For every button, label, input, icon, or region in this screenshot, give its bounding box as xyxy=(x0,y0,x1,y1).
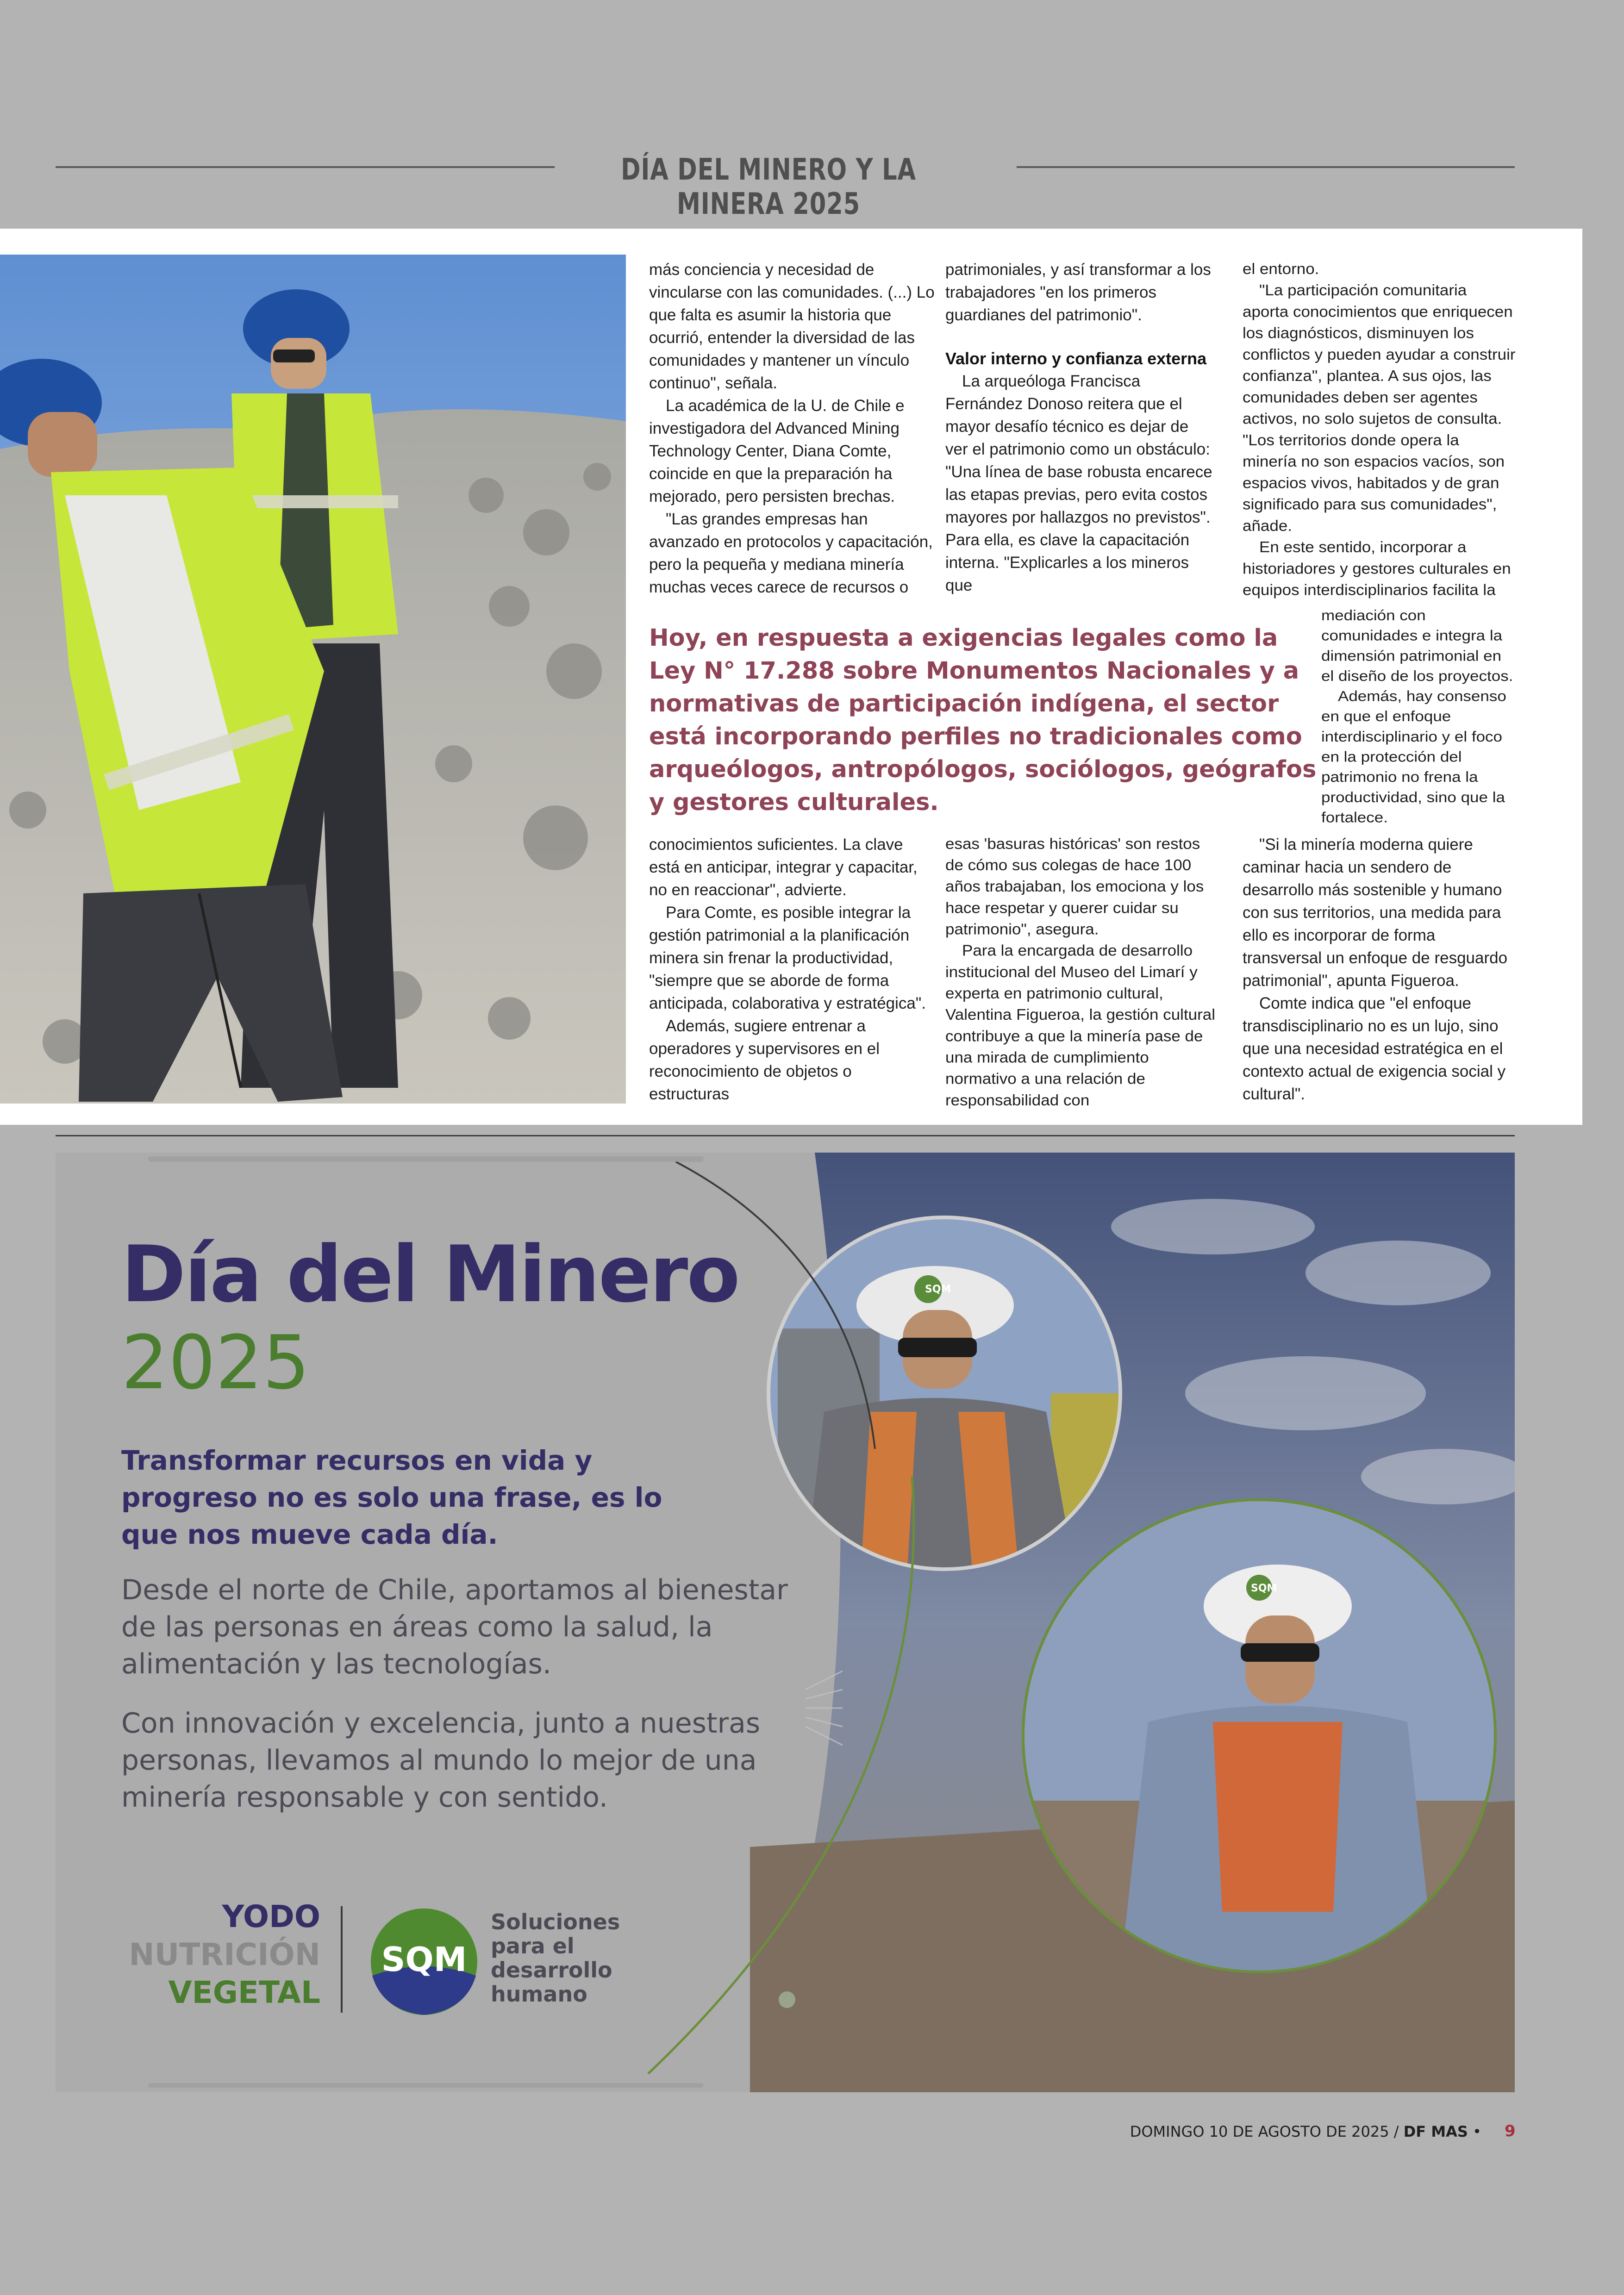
pull-quote: Hoy, en respuesta a exigencias legales como la Ley N° 17.288 sobre Monumentos Nacionales y a normativas de participación indígena, el sector está incorporando perfiles no tradicionales como arqueólogos, antropólogos, sociólogos, geógrafos y gestores culturales. xyxy=(649,624,1317,816)
article-paragraph: Comte indica que "el enfoque transdisciplinario no es un lujo, sino que una necesidad estratégica en el contexto actual de exigencia social y cultural". xyxy=(1243,994,1506,1103)
brand-lines xyxy=(121,1898,320,2012)
sqm-logo-icon xyxy=(369,1906,480,2017)
brand-line-nutricion: NUTRICIÓN xyxy=(129,1937,320,1972)
footer-date: DOMINGO 10 DE AGOSTO DE 2025 / xyxy=(1130,2123,1399,2140)
ad-year: 2025 xyxy=(121,1319,310,1406)
article-column-1-top xyxy=(649,258,935,599)
ad-lead-text: Transformar recursos en vida y progreso no es solo una frase, es lo que nos mueve cada día. xyxy=(121,1445,662,1550)
brand-line-vegetal: VEGETAL xyxy=(168,1975,320,2010)
article-column-3-middle xyxy=(1321,605,1516,828)
article-paragraph: Para la encargada de desarrollo institucional del Museo del Limarí y experta en patrimonio cultural, Valentina Figueroa, la gestión cultural contribuye a que la minería pase de una mirada de cumplimiento normativo a una relación de responsabilidad con xyxy=(945,942,1216,1109)
sqm-logo-text: SQM xyxy=(381,1940,467,1979)
article-paragraph: patrimoniales, y así transformar a los trabajadores "en los primeros guardianes del patrimonio". xyxy=(945,261,1211,324)
tagline-line: humano xyxy=(491,1982,587,2007)
footer-publication: DF MAS xyxy=(1403,2123,1468,2140)
header-rule-right xyxy=(1017,166,1515,168)
article-column-3-bottom xyxy=(1243,833,1516,1105)
ad-title: Día del Minero xyxy=(121,1229,739,1320)
article-column-2-bottom xyxy=(945,833,1218,1111)
article-paragraph: Además, sugiere entrenar a operadores y supervisores en el reconocimiento de objetos o estructuras xyxy=(649,1017,880,1103)
page-number: 9 xyxy=(1505,2122,1516,2140)
ad-paragraph-2: Con innovación y excelencia, junto a nuestras personas, llevamos al mundo lo mejor de una minería responsable y con sentido. xyxy=(121,1707,761,1814)
article-column-3-top xyxy=(1243,258,1516,601)
article-paragraph: La académica de la U. de Chile e investigadora del Advanced Mining Technology Center, Diana Comte, coincide en que la preparación ha mejorado, pero persisten brechas. xyxy=(649,397,905,505)
article-paragraph: más conciencia y necesidad de vincularse con las comunidades. (...) Lo que falta es asumir la historia que ocurrió, entender la diversidad de las comunidades y mantener un vínculo continuo", señala. xyxy=(649,261,935,392)
header-rule-left xyxy=(56,166,555,168)
tagline-line: desarrollo xyxy=(491,1958,612,1983)
footer-dot: • xyxy=(1473,2123,1481,2140)
article-paragraph: mediación con comunidades e integra la dimensión patrimonial en el diseño de los proyectos. xyxy=(1321,607,1513,685)
article-subhead: Valor interno y confianza externa xyxy=(945,349,1207,368)
article-paragraph: conocimientos suficientes. La clave está en anticipar, integrar y capacitar, no en reaccionar", advierte. xyxy=(649,836,918,899)
ad-paragraph-1: Desde el norte de Chile, aportamos al bienestar de las personas en áreas como la salud, la alimentación y las tecnologías. xyxy=(121,1574,788,1680)
article-paragraph: "Las grandes empresas han avanzado en protocolos y capacitación, pero la pequeña y mediana minería muchas veces carece de recursos o xyxy=(649,510,933,596)
section-header-title: DÍA DEL MINERO Y LA MINERA 2025 xyxy=(621,153,916,221)
article-column-1-bottom xyxy=(649,833,935,1105)
brand-line-yodo: YODO xyxy=(222,1899,320,1934)
footer-dateline xyxy=(1102,2123,1481,2140)
article-paragraph: "Si la minería moderna quiere caminar hacia un sendero de desarrollo más sostenible y humano con sus territorios, una medida para ello es incorporar de forma transversal un enfoque de resguardo patrimonial", apunta Figueroa. xyxy=(1243,836,1508,990)
brand-divider xyxy=(341,1906,343,2013)
helmet-logo-text: SQM xyxy=(925,1284,951,1295)
article-paragraph: esas 'basuras históricas' son restos de cómo sus colegas de hace 100 años trabajaban, los emociona y los hace respetar y querer cuidar su patrimonio", asegura. xyxy=(945,835,1204,938)
section-separator xyxy=(56,1135,1515,1136)
sqm-tagline xyxy=(491,1910,620,2006)
tagline-line: Soluciones xyxy=(491,1909,620,1934)
article-paragraph: Además, hay consenso en que el enfoque interdisciplinario y el foco en la protección del patrimonio no frena la productividad, sino que la fortalece. xyxy=(1321,688,1506,826)
article-paragraph: Para Comte, es posible integrar la gestión patrimonial a la planificación minera sin frenar la productividad, "siempre que se aborde de forma anticipada, colaborativa y estratégica". xyxy=(649,904,926,1012)
article-paragraph: el entorno. xyxy=(1243,260,1319,278)
tagline-line: para el xyxy=(491,1933,575,1958)
article-photo xyxy=(0,255,626,1104)
article-column-2-top xyxy=(945,258,1214,597)
article-paragraph: En este sentido, incorporar a historiadores y gestores culturales en equipos interdisciplinarios facilita la xyxy=(1243,538,1511,599)
helmet-logo-text: SQM xyxy=(1251,1583,1277,1594)
article-paragraph: La arqueóloga Francisca Fernández Donoso reitera que el mayor desafío técnico es dejar de ver el patrimonio como un obstáculo: "Una línea de base robusta encarece las etapas previas, pero evita costos mayores por hallazgos no previstos". Para ella, es clave la capacitación interna. "Explicarles a los mineros que xyxy=(945,372,1212,594)
article-paragraph: "La participación comunitaria aporta conocimientos que enriquecen los diagnósticos, disminuyen los conflictos y pueden ayudar a construir confianza", plantea. A sus ojos, las comunidades deben ser agentes activos, no solo sujetos de consulta. "Los territorios donde opera la minería no son espacios vacíos, son espacios vivos, habitados y de gran significado para sus comunidades", añade. xyxy=(1243,281,1516,535)
